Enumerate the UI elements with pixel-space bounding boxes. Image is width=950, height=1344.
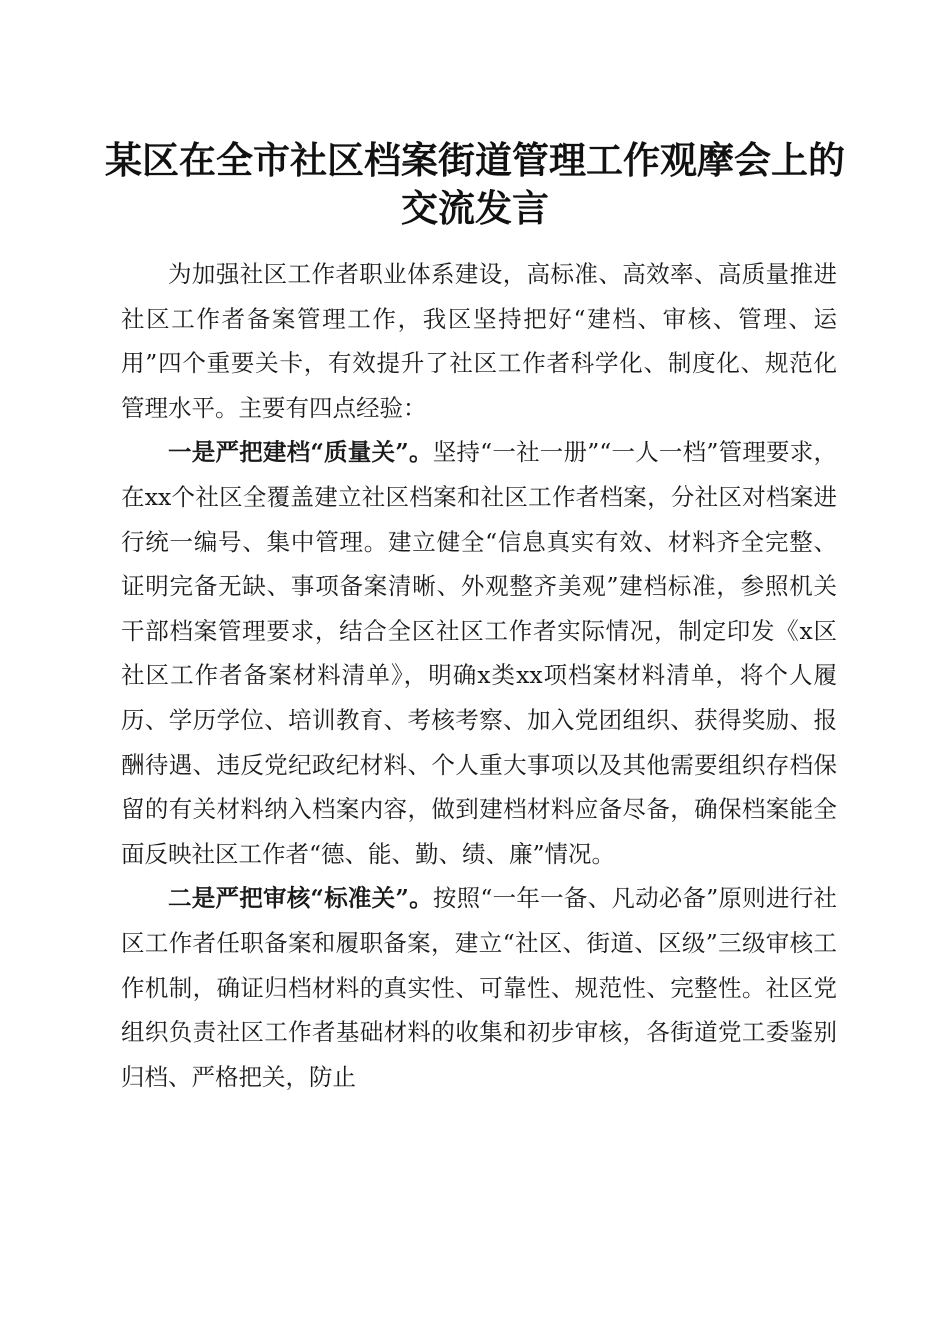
- paragraph-intro: [121, 252, 837, 430]
- paragraph-point-2: [121, 876, 837, 1099]
- paragraph-text: 为加强社区工作者职业体系建设，高标准、高效率、高质量推进社区工作者备案管理工作，我区坚持把好“建档、审核、管理、运用”四个重要关卡，有效提升了社区工作者科学化、制度化、规范化管理水平。主要有四点经验：: [121, 260, 837, 422]
- document-body: [121, 252, 837, 1099]
- paragraph-point-1: [121, 430, 837, 876]
- document-title-line-1: 某区在全市社区档案街道管理工作观摩会上的: [105, 138, 845, 182]
- paragraph-lead: 二是严把审核“标准关”。: [168, 884, 433, 913]
- paragraph-lead: 一是严把建档“质量关”。: [168, 438, 433, 467]
- document-title-line-2: 交流发言: [401, 186, 549, 230]
- paragraph-text: 按照“一年一备、凡动必备”原则进行社区工作者任职备案和履职备案，建立“社区、街道、区级”三级审核工作机制，确证归档材料的真实性、可靠性、规范性、完整性。社区党组织负责社区工作者基础材料的收集和初步审核，各街道党工委鉴别归档、严格把关，防止: [121, 884, 837, 1091]
- paragraph-text: 坚持“一社一册”“一人一档”管理要求，在xx个社区全覆盖建立社区档案和社区工作者档案，分社区对档案进行统一编号、集中管理。建立健全“信息真实有效、材料齐全完整、证明完备无缺、事项备案清晰、外观整齐美观”建档标准，参照机关干部档案管理要求，结合全区社区工作者实际情况，制定印发《x区社区工作者备案材料清单》，明确x类xx项档案材料清单，将个人履历、学历学位、培训教育、考核考察、加入党团组织、获得奖励、报酬待遇、违反党纪政纪材料、个人重大事项以及其他需要组织存档保留的有关材料纳入档案内容，做到建档材料应备尽备，确保档案能全面反映社区工作者“德、能、勤、绩、廉”情况。: [121, 438, 837, 868]
